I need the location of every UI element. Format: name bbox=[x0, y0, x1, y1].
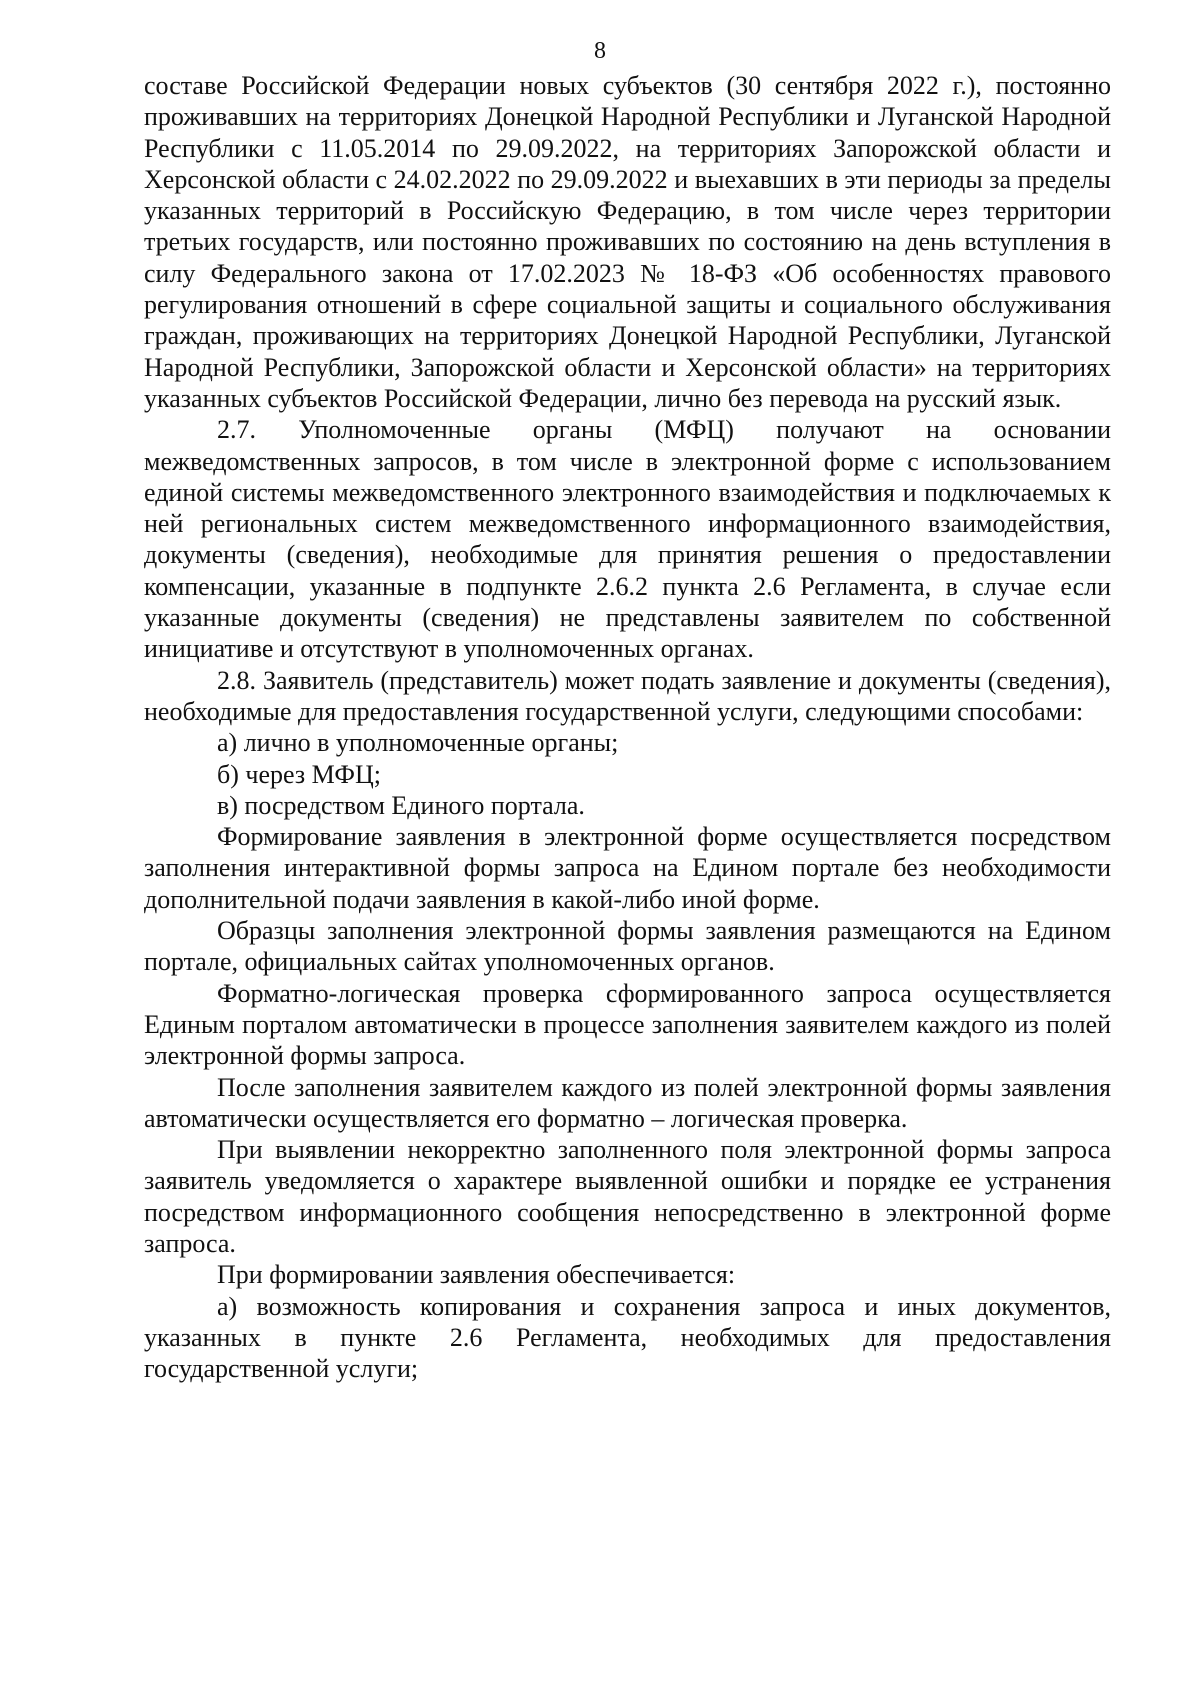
list-item-v: в) посредством Единого портала. bbox=[217, 790, 585, 820]
paragraph-format-check: Форматно-логическая проверка сформированного запроса осуществляется Единым порталом автоматически в процессе заполнения заявителем каждого из полей электронной формы запроса. bbox=[144, 978, 1111, 1071]
list-item-b: б) через МФЦ; bbox=[217, 759, 381, 789]
list-item-copy-save: а) возможность копирования и сохранения запроса и иных документов, указанных в пункте 2.6 Регламента, необходимых для предоставления государственной услуги; bbox=[144, 1291, 1111, 1384]
paragraph-continuation: составе Российской Федерации новых субъектов (30 сентября 2022 г.), постоянно проживавших на территориях Донецкой Народной Республики и Луганской Народной Республики с 11.05.2014 по 29.09.2022, на территориях Запорожской области и Херсонской области с 24.02.2022 по 29.09.2022 и выехавших в эти периоды за пределы указанных территорий в Российскую Федерацию, в том числе через территории третьих государств, или постоянно проживавших по состоянию на день вступления в силу Федерального закона от 17.02.2023 № 18-ФЗ «Об особенностях правового регулирования отношений в сфере социальной защиты и социального обслуживания граждан, проживающих на территориях Донецкой Народной Республики, Луганской Народной Республики, Запорожской области и Херсонской области» на территориях указанных субъектов Российской Федерации, лично без перевода на русский язык. bbox=[144, 71, 1111, 413]
list-item-a: а) лично в уполномоченные органы; bbox=[217, 728, 619, 758]
paragraph-provided: При формировании заявления обеспечивается: bbox=[217, 1260, 736, 1290]
document-body bbox=[144, 70, 1111, 1384]
paragraph-after-filling: После заполнения заявителем каждого из полей электронной формы заявления автоматически осуществляется его форматно – логическая проверка. bbox=[144, 1072, 1111, 1133]
paragraph-error-notice: При выявлении некорректно заполненного поля электронной формы запроса заявитель уведомляется о характере выявленной ошибки и порядке ее устранения посредством информационного сообщения непосредственно в электронной форме запроса. bbox=[144, 1135, 1111, 1258]
paragraph-2-7: 2.7. Уполномоченные органы (МФЦ) получают на основании межведомственных запросов, в том числе в электронной форме с использованием единой системы межведомственного электронного взаимодействия и подключаемых к ней региональных систем межведомственного информационного взаимодействия, документы (сведения), необходимые для принятия решения о предоставлении компенсации, указанные в подпункте 2.6.2 пункта 2.6 Регламента, в случае если указанные документы (сведения) не представлены заявителем по собственной инициативе и отсутствуют в уполномоченных органах. bbox=[144, 415, 1111, 664]
paragraph-2-8: 2.8. Заявитель (представитель) может подать заявление и документы (сведения), необходимые для предоставления государственной услуги, следующими способами: bbox=[144, 665, 1111, 726]
paragraph-samples: Образцы заполнения электронной формы заявления размещаются на Едином портале, официальных сайтах уполномоченных органов. bbox=[144, 916, 1111, 977]
page-number: 8 bbox=[594, 38, 606, 64]
paragraph-electronic-form: Формирование заявления в электронной форме осуществляется посредством заполнения интерактивной формы запроса на Едином портале без необходимости дополнительной подачи заявления в какой-либо иной форме. bbox=[144, 822, 1111, 914]
